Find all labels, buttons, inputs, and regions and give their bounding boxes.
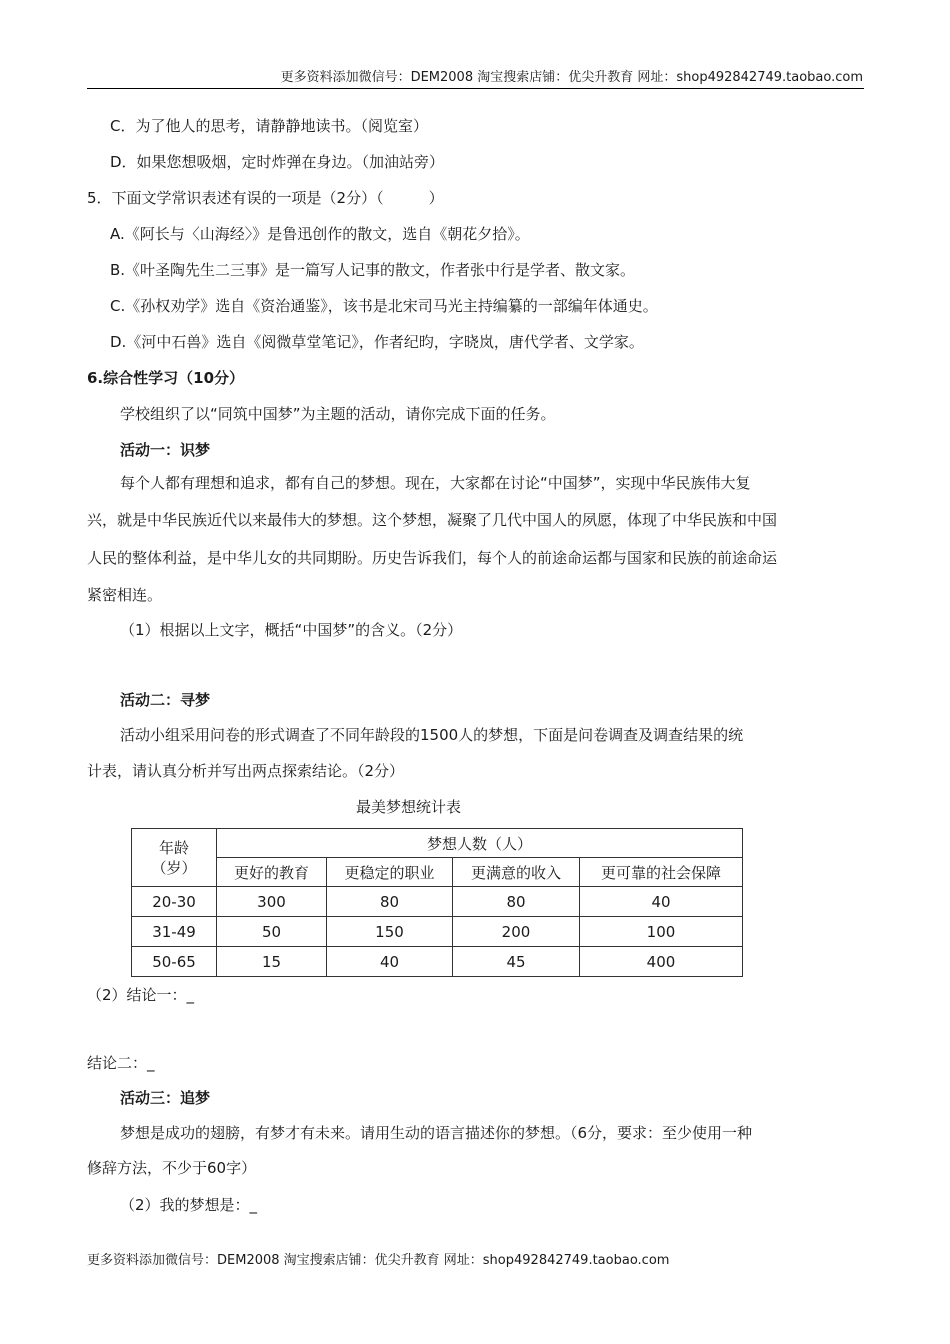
age-cell: 20-30	[132, 887, 217, 917]
value-cell: 100	[580, 917, 743, 947]
value-cell: 50	[217, 917, 327, 947]
question-6-intro: 学校组织了以“同筑中国梦”为主题的活动，请你完成下面的任务。	[120, 405, 556, 423]
value-cell: 40	[580, 887, 743, 917]
sub-question-1: （1）根据以上文字，概括“中国梦”的含义。（2分）	[120, 621, 463, 639]
question-5-option-d: D.《河中石兽》选自《阅微草堂笔记》，作者纪昀，字晓岚，唐代学者、文学家。	[110, 333, 644, 351]
value-cell: 80	[327, 887, 453, 917]
activity-3-paragraph-line-1: 梦想是成功的翅膀，有梦才有未来。请用生动的语言描述你的梦想。（6分，要求：至少使用一种	[120, 1124, 753, 1142]
header-rule	[87, 88, 864, 89]
question-5-stem: 5．下面文学常识表述有误的一项是（2分）（ ）	[87, 189, 444, 207]
dream-statistics-table	[131, 828, 743, 977]
value-cell: 80	[453, 887, 580, 917]
column-header: 更满意的收入	[453, 858, 580, 887]
column-header: 更稳定的职业	[327, 858, 453, 887]
column-header: 更好的教育	[217, 858, 327, 887]
question-4-option-d: D．如果您想吸烟，定时炸弹在身边。（加油站旁）	[110, 153, 445, 171]
question-5-option-a: A.《阿长与〈山海经〉》是鲁迅创作的散文，选自《朝花夕拾》。	[110, 225, 530, 243]
age-header-line-2: （岁）	[151, 858, 197, 877]
activity-1-paragraph-line-3: 人民的整体利益，是中华儿女的共同期盼。历史告诉我们，每个人的前途命运都与国家和民族的前途命运	[87, 549, 778, 567]
question-5-option-b: B.《叶圣陶先生二三事》是一篇写人记事的散文，作者张中行是学者、散文家。	[110, 261, 636, 279]
value-cell: 400	[580, 947, 743, 977]
value-cell: 300	[217, 887, 327, 917]
activity-1-paragraph-line-1: 每个人都有理想和追求，都有自己的梦想。现在，大家都在讨论“中国梦”，实现中华民族伟大复	[120, 474, 751, 492]
activity-1-heading: 活动一：识梦	[120, 441, 211, 459]
value-cell: 15	[217, 947, 327, 977]
conclusion-two: 结论二：_	[87, 1054, 155, 1072]
page-footer: 更多资料添加微信号：DEM2008 淘宝搜索店铺：优尖升教育 网址：shop492842749.taobao.com	[87, 1253, 670, 1268]
value-cell: 200	[453, 917, 580, 947]
activity-2-heading: 活动二：寻梦	[120, 691, 211, 709]
table-title: 最美梦想统计表	[356, 798, 462, 816]
activity-2-paragraph-line-1: 活动小组采用问卷的形式调查了不同年龄段的1500人的梦想，下面是问卷调查及调查结果的统	[120, 726, 744, 744]
question-4-option-c: C．为了他人的思考，请静静地读书。（阅览室）	[110, 117, 428, 135]
age-cell: 31-49	[132, 917, 217, 947]
dream-count-group-header: 梦想人数（人）	[217, 829, 743, 858]
question-5-option-c: C.《孙权劝学》选自《资治通鉴》，该书是北宋司马光主持编纂的一部编年体通史。	[110, 297, 658, 315]
value-cell: 150	[327, 917, 453, 947]
activity-2-paragraph-line-2: 计表，请认真分析并写出两点探索结论。（2分）	[87, 762, 405, 780]
activity-3-heading: 活动三：追梦	[120, 1089, 211, 1107]
value-cell: 45	[453, 947, 580, 977]
age-cell: 50-65	[132, 947, 217, 977]
question-6-heading: 6.综合性学习（10分）	[87, 369, 245, 387]
table-row	[132, 947, 743, 977]
activity-1-paragraph-line-4: 紧密相连。	[87, 586, 163, 604]
table-row	[132, 917, 743, 947]
column-header: 更可靠的社会保障	[580, 858, 743, 887]
activity-3-paragraph-line-2: 修辞方法，不少于60字）	[87, 1159, 257, 1177]
sub-question-3: （2）我的梦想是：_	[120, 1196, 258, 1214]
table-row	[132, 887, 743, 917]
value-cell: 40	[327, 947, 453, 977]
page-header: 更多资料添加微信号：DEM2008 淘宝搜索店铺：优尖升教育 网址：shop492842749.taobao.com	[280, 70, 863, 85]
conclusion-one: （2）结论一：_	[87, 986, 195, 1004]
age-header-line-1: 年龄	[158, 838, 189, 857]
activity-1-paragraph-line-2: 兴，就是中华民族近代以来最伟大的梦想。这个梦想，凝聚了几代中国人的夙愿，体现了中华民族和中国	[87, 511, 778, 529]
age-header	[132, 829, 217, 887]
